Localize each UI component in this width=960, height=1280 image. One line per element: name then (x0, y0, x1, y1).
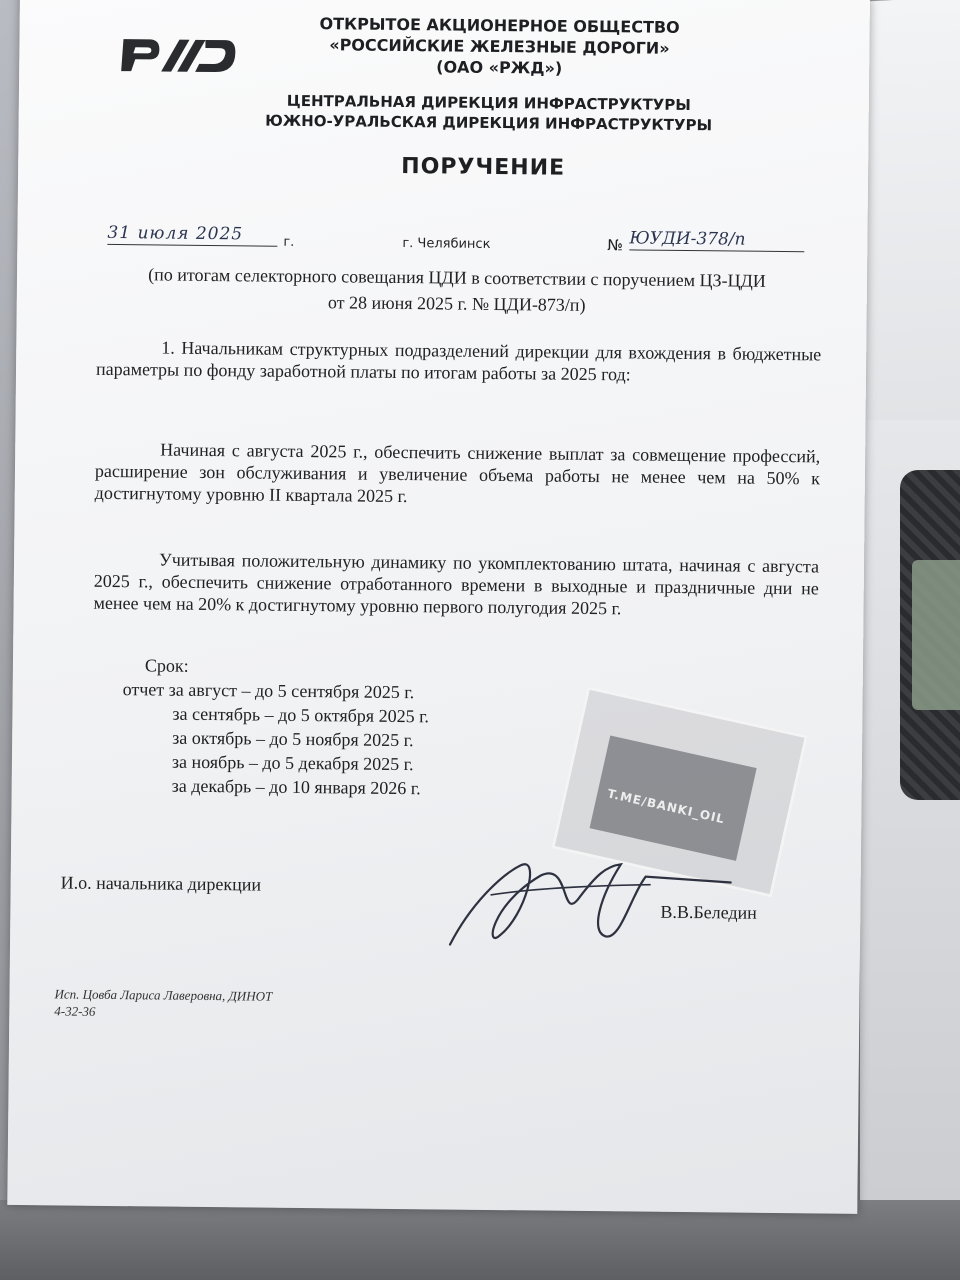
document-title: ПОРУЧЕНИЕ (401, 154, 566, 181)
org-line-3: (ОАО «РЖД») (436, 57, 563, 78)
device-screen (912, 560, 960, 710)
deadline-item: за сентябрь – до 5 октября 2025 г. (172, 703, 430, 727)
signer-role: И.о. начальника дирекции (60, 872, 262, 895)
org-line-1: ОТКРЫТОЕ АКЦИОНЕРНОЕ ОБЩЕСТВО (319, 14, 680, 37)
rzd-logo-icon (119, 29, 239, 74)
organization-header (269, 13, 730, 81)
paragraph-1: 1. Начальникам структурных подразделений дирекции для вхождения в бюджетные параметры по фонду заработной платы по итогам работы за 2025 год: (95, 337, 822, 385)
paragraph-3: Учитывая положительную динамику по укомплектованию штата, начиная с августа 2025 г., обеспечить снижение отработанного времени в выходные и праздничные дни не менее чем на 20% к достигнутому уровню первого полугодия 2025 г. (93, 549, 820, 619)
deadline-item: за ноябрь – до 5 декабря 2025 г. (171, 751, 414, 775)
document-subtitle (97, 261, 818, 321)
document-sheet (7, 0, 870, 1214)
date-suffix: г. (283, 234, 295, 250)
number-label: № (607, 236, 624, 255)
city: г. Челябинск (402, 236, 491, 252)
executor-phone: 4-32-36 (54, 1003, 96, 1019)
paragraph-2: Начиная с августа 2025 г., обеспечить снижение выплат за совмещение профессий, расширение зон обслуживания и увеличение объема работы не менее чем на 50% к достигнутому уровню II квартала 2025 г. (94, 439, 821, 507)
dir-line-1: ЦЕНТРАЛЬНАЯ ДИРЕКЦИЯ ИНФРАСТРУКТУРЫ (286, 91, 691, 115)
dir-line-2: ЮЖНО-УРАЛЬСКАЯ ДИРЕКЦИЯ ИНФРАСТРУКТУРЫ (265, 111, 713, 135)
subtitle-line-2: от 28 июня 2025 г. № ЦДИ-873/п) (327, 292, 586, 315)
directorate-header (239, 90, 739, 135)
signer-name: В.В.Беледин (660, 901, 757, 923)
handwritten-signature (430, 834, 751, 967)
deadline-item: за декабрь – до 10 января 2026 г. (171, 775, 421, 799)
deadline-label: Срок: (144, 655, 189, 676)
deadline-item: отчет за август – до 5 сентября 2025 г. (122, 679, 415, 703)
handwritten-number: ЮУДИ-378/п (629, 228, 804, 252)
deadline-item: за октябрь – до 5 ноября 2025 г. (172, 727, 414, 751)
org-line-2: «РОССИЙСКИЕ ЖЕЛЕЗНЫЕ ДОРОГИ» (329, 35, 670, 58)
executor-info (54, 985, 272, 1021)
handwritten-date: 31 июля 2025 (107, 223, 277, 247)
deadline-list (122, 653, 430, 800)
subtitle-line-1: (по итогам селекторного совещания ЦДИ в соответствии с поручением ЦЗ-ЦДИ (148, 264, 766, 291)
watermark-text: T.ME/BANKI_OIL (606, 786, 727, 827)
document-meta (97, 223, 817, 261)
executor-name: Исп. Цовба Лариса Лаверовна, ДИНОТ (54, 986, 273, 1004)
